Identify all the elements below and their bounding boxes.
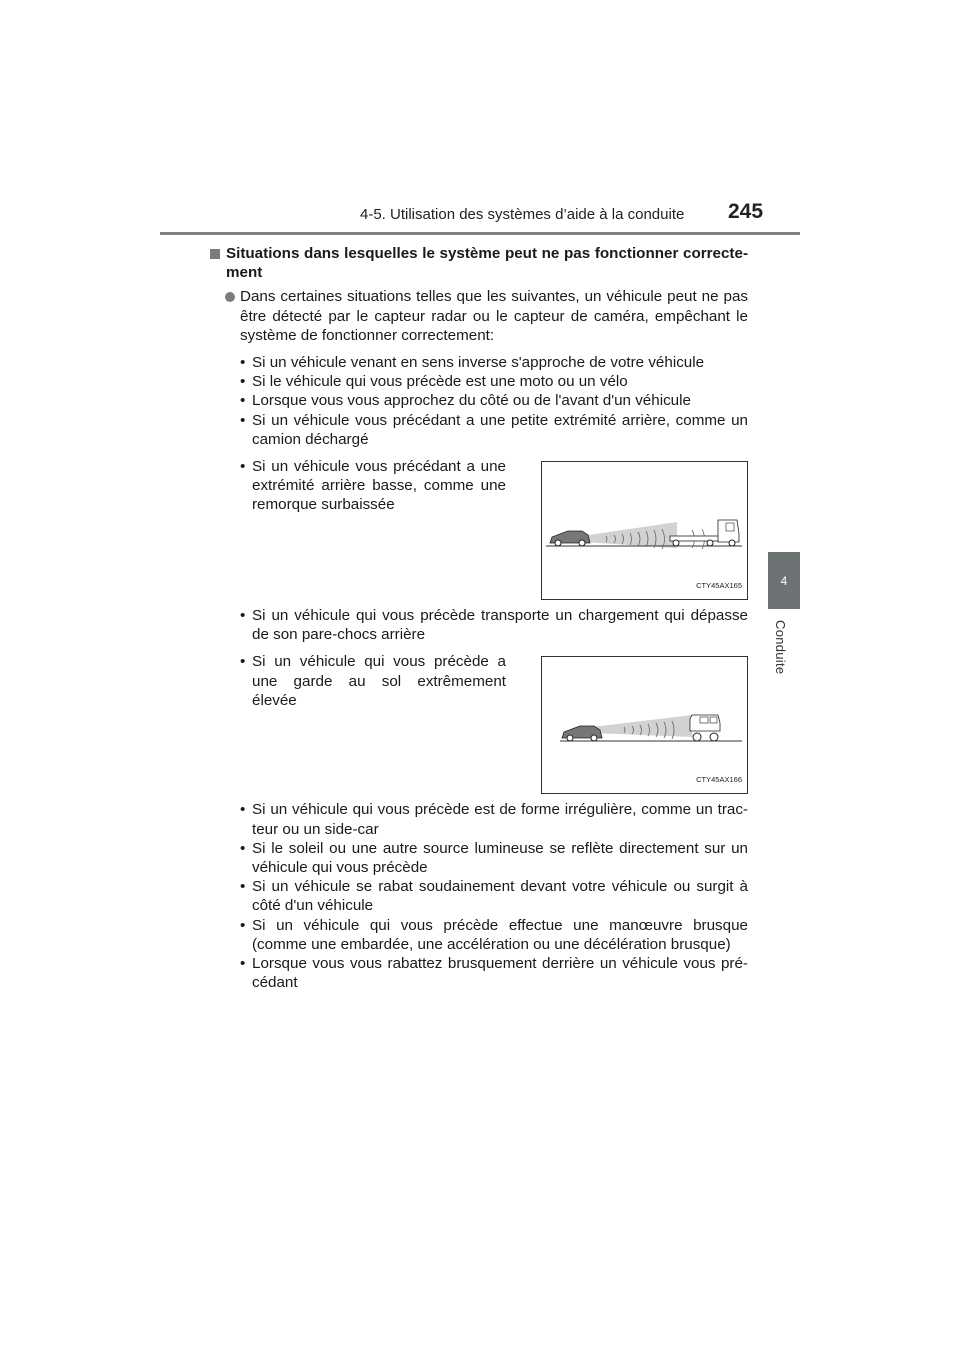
list-item-text: Lorsque vous vous approchez du côté ou de l'avant d'un véhicule <box>252 392 691 410</box>
bullet-marker: • <box>240 801 246 819</box>
page-content <box>210 244 748 992</box>
list-item <box>240 916 748 954</box>
list-item-text: Si le véhicule qui vous précède est une moto ou un vélo <box>252 373 628 391</box>
bullet-marker: • <box>240 607 246 625</box>
bullet-marker: • <box>240 839 246 857</box>
intro-paragraph <box>210 287 748 345</box>
bullet-marker: • <box>240 392 246 410</box>
list-item <box>240 457 506 515</box>
bullet-marker: • <box>240 373 246 391</box>
radar-beam <box>592 715 692 737</box>
list-item-text: Si le soleil ou une autre source lumineuse se reflète directement sur un véhicule qui vous précède <box>252 839 748 877</box>
figure-row-1 <box>210 457 748 600</box>
bullet-marker: • <box>240 458 246 476</box>
chapter-label: Conduite <box>773 620 788 675</box>
list-item-text: Si un véhicule vous précédant a une petite extrémité arrière, comme un camion déchargé <box>252 411 748 448</box>
bullet-marker: • <box>240 653 246 671</box>
bullet-marker: • <box>240 411 246 429</box>
bullet-marker: • <box>240 916 246 934</box>
section-heading-text: Situations dans lesquelles le système peut ne pas fonctionner correcte-ment <box>226 245 748 282</box>
list-item <box>240 839 748 877</box>
figure-low-trailer <box>541 461 748 600</box>
list-item-text: Si un véhicule venant en sens inverse s'approche de votre véhicule <box>252 354 705 372</box>
chapter-number: 4 <box>780 574 788 588</box>
list-item-text: Si un véhicule se rabat soudainement devant votre véhicule ou surgit à côté d'un véhicule <box>252 878 748 915</box>
page-number: 245 <box>728 200 764 223</box>
bullet-list-b <box>210 800 748 992</box>
bullet-marker: • <box>240 354 246 372</box>
radar-beam <box>582 522 677 548</box>
bullet-list-a <box>210 353 748 449</box>
figure-code: CTY45AX165 <box>696 580 742 590</box>
bullet-marker: • <box>240 878 246 896</box>
bullet-marker: • <box>240 955 246 973</box>
list-item <box>240 353 748 372</box>
header-title: 4-5. Utilisation des systèmes d’aide à la conduite <box>360 206 685 223</box>
list-item <box>240 391 748 410</box>
list-item-text: Si un véhicule qui vous précède est de forme irrégulière, comme un trac-teur ou un side-car <box>252 801 748 838</box>
figure-code: CTY45AX166 <box>696 775 742 785</box>
list-item <box>240 877 748 915</box>
list-item-text: Si un véhicule qui vous précède effectue une manœuvre brusque (comme une embardée, une accélération ou une décélération brusque) <box>252 916 748 953</box>
list-item-text: Si un véhicule vous précédant a une extrémité arrière basse, comme une remorque surbaissée <box>252 458 506 514</box>
header-rule <box>160 232 800 235</box>
list-item-text: Si un véhicule qui vous précède transporte un chargement qui dépasse de son pare-chocs arrière <box>252 607 748 644</box>
section-heading <box>210 244 748 282</box>
list-item <box>240 954 748 992</box>
figure-row-2 <box>210 652 748 794</box>
bullet-list-mid <box>210 606 748 644</box>
bullet-list-fig2 <box>210 652 506 710</box>
list-item-text: Lorsque vous vous rabattez brusquement derrière un véhicule vous pré-cédant <box>252 955 748 992</box>
figure-high-clearance <box>541 656 748 794</box>
list-item <box>240 372 748 391</box>
list-item <box>240 411 748 449</box>
list-item <box>240 652 506 710</box>
bullet-list-fig1 <box>210 457 506 515</box>
circle-bullet-icon <box>225 292 235 302</box>
square-bullet-icon <box>210 249 220 259</box>
list-item <box>240 606 748 644</box>
list-item-text: Si un véhicule qui vous précède a une garde au sol extrêmement élevée <box>252 653 506 709</box>
intro-text: Dans certaines situations telles que les suivantes, un véhicule peut ne pas être détecté par le capteur radar ou le capteur de caméra, empêchant le système de fonctionner correctement: <box>240 288 748 344</box>
list-item <box>240 800 748 838</box>
